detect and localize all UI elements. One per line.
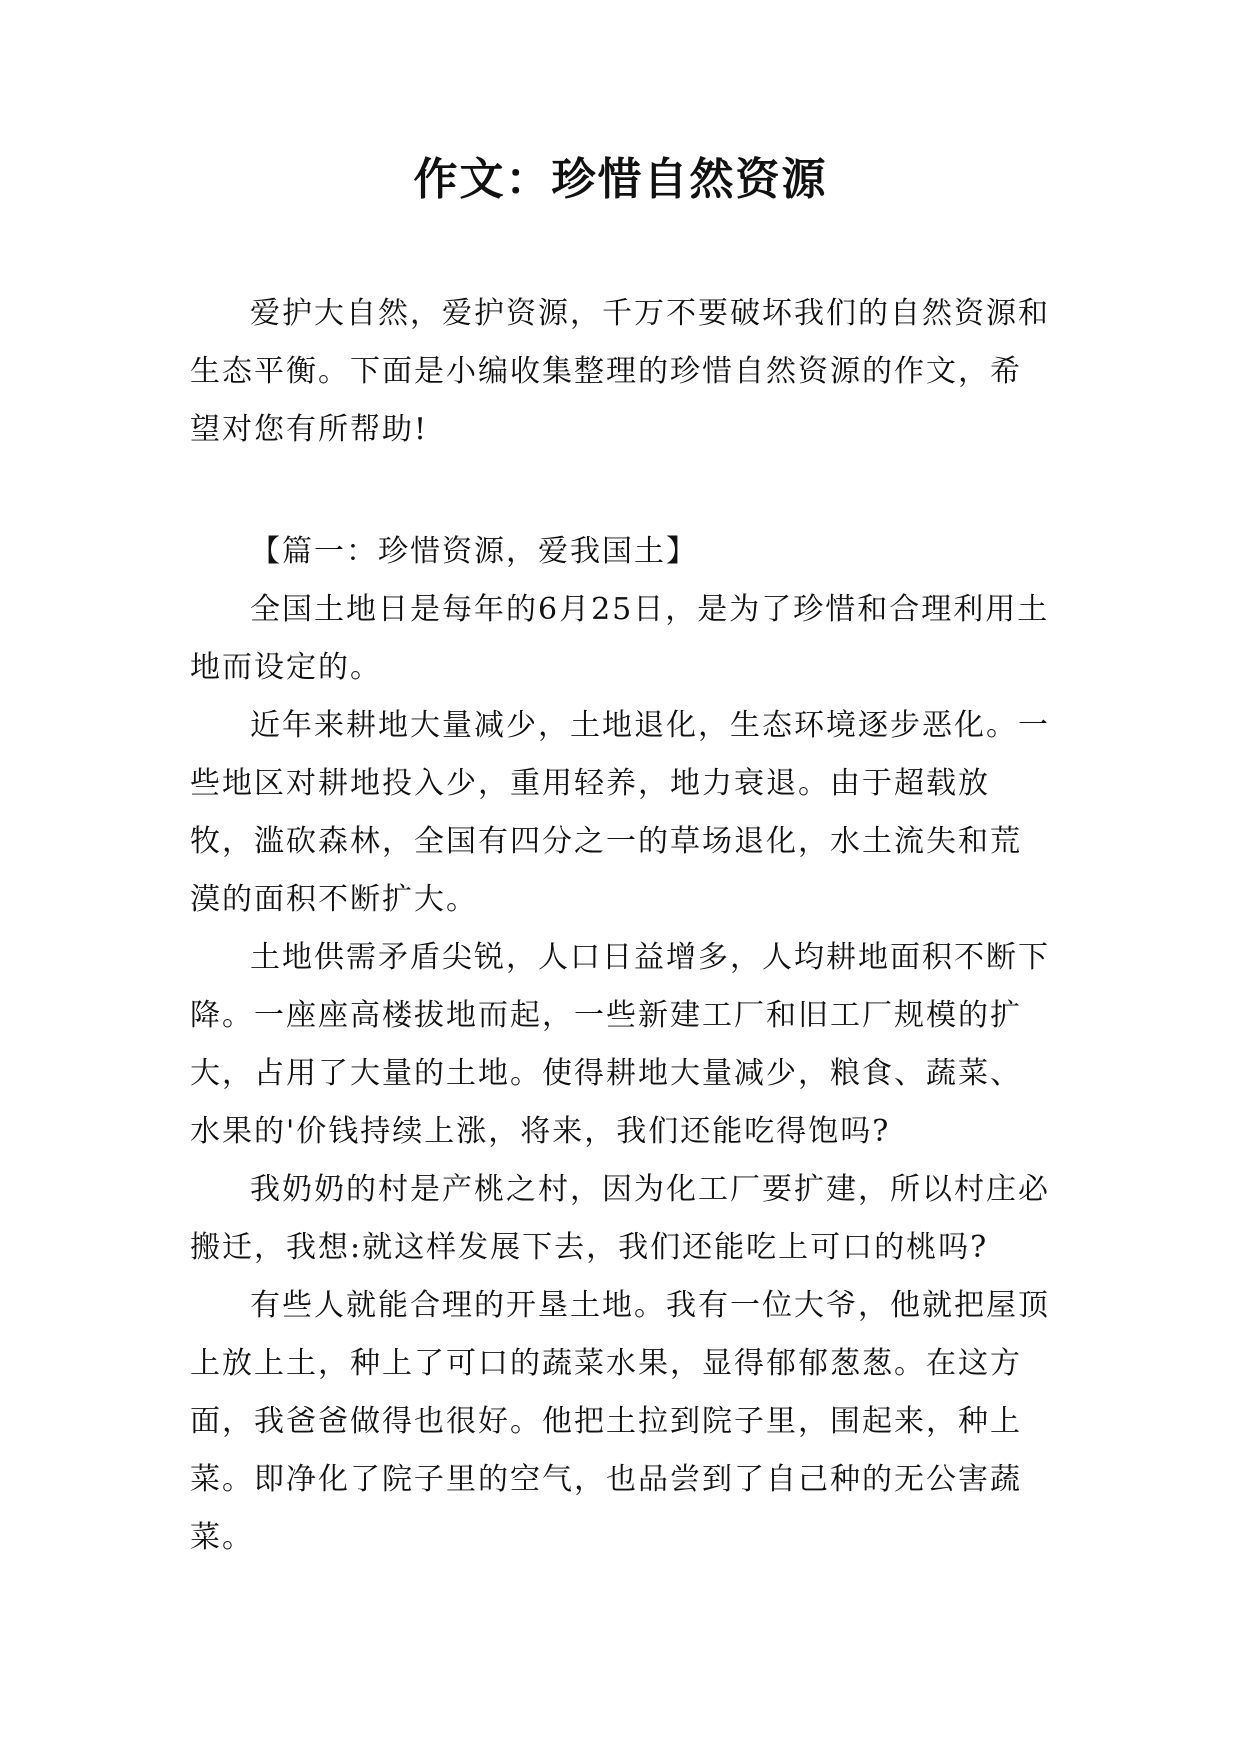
document-title: 作文：珍惜自然资源 xyxy=(413,154,828,205)
body-paragraph-4: 我奶奶的村是产桃之村，因为化工厂要扩建，所以村庄必搬迁，我想:就这样发展下去，我们还能吃上可口的桃吗? xyxy=(190,1172,1050,1265)
body-paragraph-5: 有些人就能合理的开垦土地。我有一位大爷，他就把屋顶上放上土，种上了可口的蔬菜水果，显得郁郁葱葱。在这方面，我爸爸做得也很好。他把土拉到院子里，围起来，种上菜。即净化了院子里的空气，也品尝到了自己种的无公害蔬菜。 xyxy=(190,1288,1050,1555)
intro-paragraph: 爱护大自然，爱护资源，千万不要破坏我们的自然资源和生态平衡。下面是小编收集整理的珍惜自然资源的作文，希望对您有所帮助! xyxy=(190,296,1050,447)
body-paragraph-3: 土地供需矛盾尖锐，人口日益增多，人均耕地面积不断下降。一座座高楼拔地而起，一些新建工厂和旧工厂规模的扩大，占用了大量的土地。使得耕地大量减少，粮食、蔬菜、水果的'价钱持续上涨，将来，我们还能吃得饱吗? xyxy=(190,940,1050,1149)
body-paragraph-2: 近年来耕地大量减少，土地退化，生态环境逐步恶化。一些地区对耕地投入少，重用轻养，地力衰退。由于超载放牧，滥砍森林，全国有四分之一的草场退化，水土流失和荒漠的面积不断扩大。 xyxy=(190,708,1050,917)
section-heading: 【篇一：珍惜资源，爱我国土】 xyxy=(250,534,698,569)
section-one xyxy=(190,523,1052,1567)
intro-block xyxy=(190,285,1052,459)
body-paragraph-1: 全国土地日是每年的6月25日，是为了珍惜和合理利用土地而设定的。 xyxy=(190,592,1050,685)
